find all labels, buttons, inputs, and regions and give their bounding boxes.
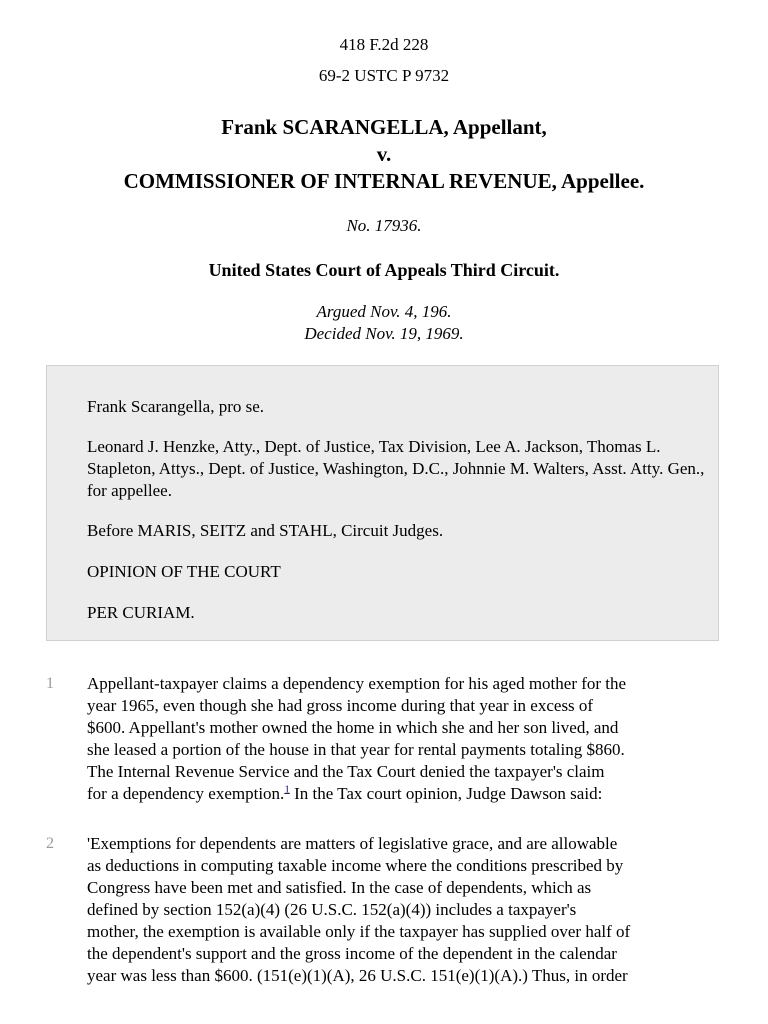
footnote-link[interactable]: 1 bbox=[284, 783, 290, 796]
paragraph-line: The Internal Revenue Service and the Tax Court denied the taxpayer's claim bbox=[87, 762, 605, 781]
paragraph-line: as deductions in computing taxable income where the conditions prescribed by bbox=[87, 856, 624, 875]
counsel-box bbox=[46, 365, 719, 641]
case-dates bbox=[0, 301, 768, 345]
paragraph-line-text: for a dependency exemption. bbox=[87, 784, 285, 803]
paragraph-line: mother, the exemption is available only if the taxpayer has supplied over half of bbox=[87, 922, 631, 941]
paragraph-number: 2 bbox=[46, 835, 54, 852]
paragraph-line: the dependent's support and the gross income of the dependent in the calendar bbox=[87, 944, 617, 963]
court-name: United States Court of Appeals Third Circuit. bbox=[208, 260, 560, 280]
appellant-counsel: Frank Scarangella, pro se. bbox=[87, 397, 265, 416]
paragraph-line: Congress have been met and satisfied. In the case of dependents, which as bbox=[87, 878, 592, 897]
caption-appellant: Frank SCARANGELLA, Appellant, bbox=[221, 115, 547, 139]
paragraph-number: 1 bbox=[46, 675, 54, 692]
argued-date: Argued Nov. 4, 196. bbox=[316, 302, 452, 321]
paragraph-line: defined by section 152(a)(4) (26 U.S.C. 152(a)(4)) includes a taxpayer's bbox=[87, 900, 577, 919]
case-caption bbox=[0, 114, 768, 195]
paragraph-line: she leased a portion of the house in that year for rental payments totaling $860. bbox=[87, 740, 625, 759]
paragraph-line: year was less than $600. (151(e)(1)(A), 26 U.S.C. 151(e)(1)(A).) Thus, in order bbox=[87, 966, 628, 985]
opinion-heading: OPINION OF THE COURT bbox=[87, 562, 281, 581]
decided-date: Decided Nov. 19, 1969. bbox=[304, 324, 464, 343]
paragraph-line-text: In the Tax court opinion, Judge Dawson said: bbox=[289, 784, 603, 803]
paragraph-text bbox=[87, 673, 723, 805]
paragraph-line bbox=[87, 784, 602, 803]
paragraph-line: $600. Appellant's mother owned the home in which she and her son lived, and bbox=[87, 718, 619, 737]
appellee-counsel: Leonard J. Henzke, Atty., Dept. of Justice, Tax Division, Lee A. Jackson, Thomas L. Stapleton, Attys., Dept. of Justice, Washington, D.C., Johnnie M. Walters, Asst. Atty. Gen., for appellee. bbox=[87, 437, 705, 500]
docket-number: No. 17936. bbox=[346, 216, 422, 235]
per-curiam: PER CURIAM. bbox=[87, 603, 195, 622]
paragraph-line: Appellant-taxpayer claims a dependency exemption for his aged mother for the bbox=[87, 674, 627, 693]
paragraph-line: year 1965, even though she had gross income during that year in excess of bbox=[87, 696, 594, 715]
paragraph-line: 'Exemptions for dependents are matters of legislative grace, and are allowable bbox=[87, 834, 618, 853]
caption-appellee: COMMISSIONER OF INTERNAL REVENUE, Appellee. bbox=[123, 169, 645, 193]
citation-ustc: 69-2 USTC P 9732 bbox=[318, 66, 450, 85]
citation-reporter: 418 F.2d 228 bbox=[339, 35, 429, 54]
judges-panel: Before MARIS, SEITZ and STAHL, Circuit Judges. bbox=[87, 521, 444, 540]
paragraph-text bbox=[87, 833, 723, 987]
caption-versus: v. bbox=[376, 142, 392, 166]
